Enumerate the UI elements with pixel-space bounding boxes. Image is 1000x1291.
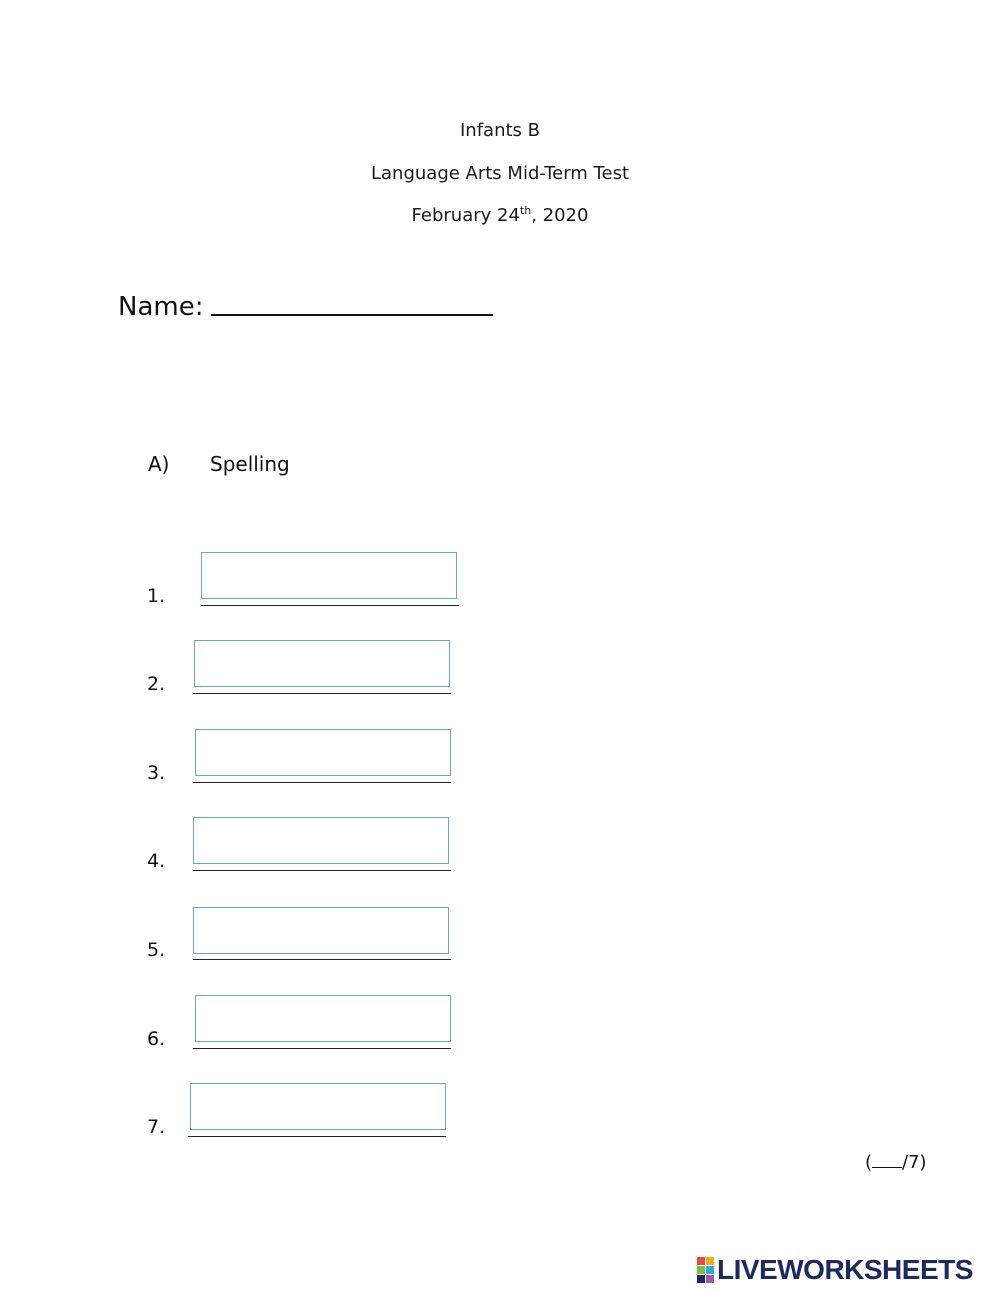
name-line bbox=[211, 288, 493, 316]
date-prefix: February 24 bbox=[411, 205, 520, 226]
test-title: Language Arts Mid-Term Test bbox=[370, 163, 630, 184]
item-number: 7. bbox=[147, 1116, 166, 1138]
answer-input-5[interactable] bbox=[193, 907, 449, 954]
logo-square bbox=[706, 1275, 714, 1283]
logo-square bbox=[706, 1257, 714, 1265]
date-year: , 2020 bbox=[531, 205, 589, 226]
answer-line bbox=[201, 605, 459, 606]
item-number: 2. bbox=[147, 673, 166, 695]
section-heading bbox=[148, 452, 290, 476]
spelling-item-4 bbox=[0, 815, 1000, 875]
logo-square bbox=[697, 1266, 705, 1274]
section-letter: A) bbox=[148, 452, 170, 476]
logo-text: LIVEWORKSHEETS bbox=[717, 1254, 973, 1285]
item-number: 5. bbox=[147, 939, 166, 961]
answer-line bbox=[188, 1136, 446, 1137]
item-number: 4. bbox=[147, 850, 166, 872]
spelling-item-7 bbox=[0, 1082, 1000, 1142]
section-title: Spelling bbox=[210, 452, 290, 476]
name-row bbox=[118, 288, 493, 322]
answer-input-7[interactable] bbox=[190, 1083, 446, 1130]
logo-square bbox=[697, 1257, 705, 1265]
score-total bbox=[865, 1152, 927, 1173]
answer-line bbox=[193, 693, 451, 694]
spelling-item-5 bbox=[0, 905, 1000, 965]
logo-mark-icon bbox=[697, 1257, 714, 1283]
answer-input-1[interactable] bbox=[201, 552, 457, 599]
item-number: 6. bbox=[147, 1028, 166, 1050]
score-close: /7) bbox=[902, 1152, 927, 1173]
answer-line bbox=[193, 1048, 451, 1049]
date-suffix: th bbox=[519, 204, 532, 217]
logo-square bbox=[697, 1275, 705, 1283]
liveworksheets-logo bbox=[697, 1256, 973, 1284]
name-label: Name: bbox=[118, 292, 204, 322]
answer-line bbox=[193, 870, 451, 871]
answer-input-3[interactable] bbox=[195, 729, 451, 776]
spelling-item-2 bbox=[0, 638, 1000, 698]
item-number: 3. bbox=[147, 762, 166, 784]
score-blank bbox=[872, 1153, 902, 1168]
spelling-item-3 bbox=[0, 727, 1000, 787]
score-open: ( bbox=[865, 1152, 873, 1173]
answer-line bbox=[193, 782, 451, 783]
spelling-item-1 bbox=[0, 550, 1000, 610]
test-date bbox=[0, 204, 1000, 226]
answer-input-6[interactable] bbox=[195, 995, 451, 1042]
logo-square bbox=[706, 1266, 714, 1274]
answer-input-2[interactable] bbox=[194, 640, 450, 687]
answer-line bbox=[193, 959, 451, 960]
spelling-item-6 bbox=[0, 993, 1000, 1053]
item-number: 1. bbox=[147, 585, 166, 607]
class-name: Infants B bbox=[460, 120, 540, 141]
answer-input-4[interactable] bbox=[193, 817, 449, 864]
